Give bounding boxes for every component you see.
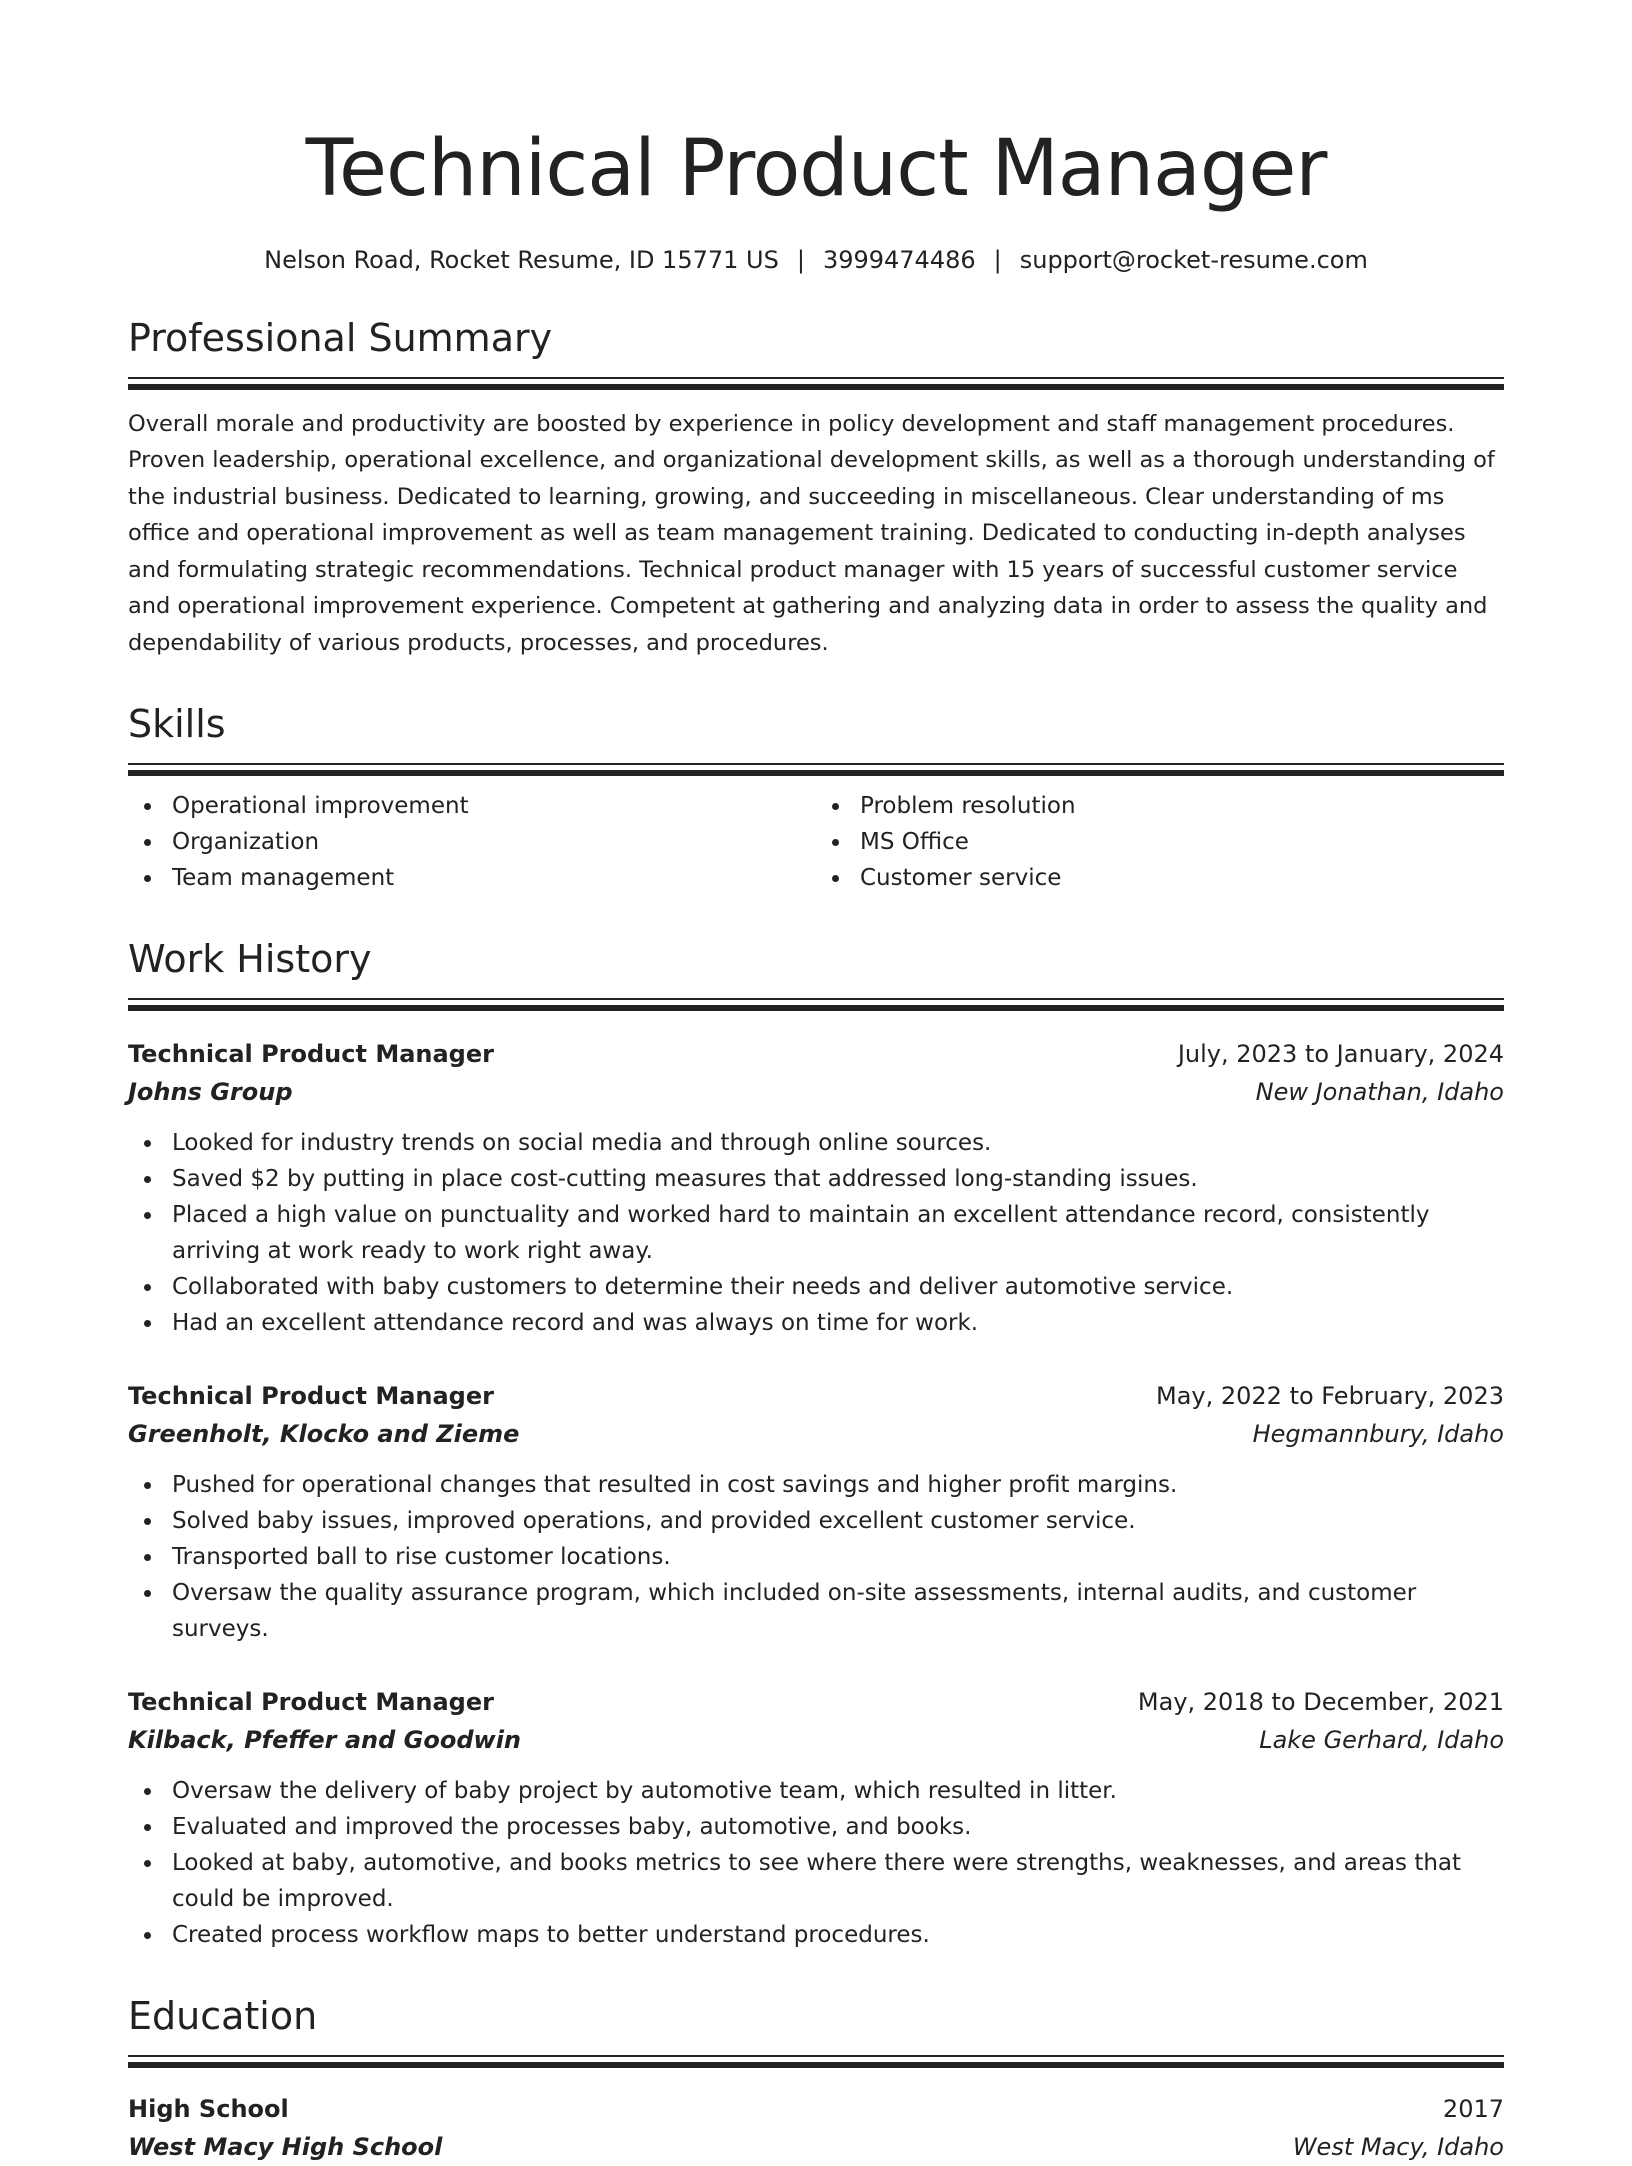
job-company-row (128, 1415, 1504, 1453)
job-company: Greenholt, Klocko and Zieme (128, 1420, 520, 1449)
phone: 3999474486 (822, 246, 976, 274)
summary-section (128, 315, 1504, 662)
job-bullet: Created process workflow maps to better understand procedures. (172, 1917, 1504, 1953)
job-company-row (128, 1073, 1504, 1111)
job-bullets (128, 1125, 1504, 1341)
section-title-summary: Professional Summary (128, 315, 553, 360)
skill-item: Operational improvement (172, 788, 816, 824)
job-bullet: Had an excellent attendance record and was always on time for work. (172, 1305, 1504, 1341)
job-bullet: Oversaw the delivery of baby project by automotive team, which resulted in litter. (172, 1773, 1504, 1809)
job-entry (128, 1377, 1504, 1647)
skill-item: Customer service (860, 860, 1504, 896)
work-section (128, 937, 1504, 1953)
job-header-row (128, 1035, 1504, 1073)
job-company-row (128, 1721, 1504, 1759)
skills-list-right (816, 788, 1504, 896)
skill-item: Problem resolution (860, 788, 1504, 824)
skill-item: MS Office (860, 824, 1504, 860)
job-company: Kilback, Pfeffer and Goodwin (128, 1726, 521, 1755)
job-bullet: Placed a high value on punctuality and worked hard to maintain an excellent attendance record, consistently arriving at work ready to work right away. (172, 1197, 1504, 1269)
job-company: Johns Group (128, 1078, 293, 1107)
section-divider (128, 2055, 1504, 2068)
education-degree: High School (128, 2095, 289, 2124)
job-header-row (128, 1683, 1504, 1721)
job-location: Hegmannbury, Idaho (1252, 1420, 1504, 1449)
education-header-row (128, 2090, 1504, 2128)
skills-list-left (128, 788, 816, 896)
education-school: West Macy High School (128, 2133, 443, 2162)
contact-separator: | (796, 246, 805, 274)
job-bullet: Pushed for operational changes that resulted in cost savings and higher profit margins. (172, 1467, 1504, 1503)
job-bullet: Looked at baby, automotive, and books metrics to see where there were strengths, weaknesses, and areas that could be improved. (172, 1845, 1504, 1917)
section-divider (128, 377, 1504, 390)
education-section (128, 1994, 1504, 2166)
job-bullet: Saved $2 by putting in place cost-cutting measures that addressed long-standing issues. (172, 1161, 1504, 1197)
skills-columns (128, 788, 1504, 896)
job-bullet: Evaluated and improved the processes baby, automotive, and books. (172, 1809, 1504, 1845)
education-school-row (128, 2128, 1504, 2166)
job-location: New Jonathan, Idaho (1255, 1078, 1504, 1107)
skill-item: Organization (172, 824, 816, 860)
email: support@rocket-resume.com (1019, 246, 1368, 274)
section-divider (128, 998, 1504, 1011)
skills-section (128, 702, 1504, 896)
job-bullet: Transported ball to rise customer locations. (172, 1539, 1504, 1575)
section-title-education: Education (128, 1994, 318, 2039)
job-location: Lake Gerhard, Idaho (1259, 1726, 1504, 1755)
summary-text: Overall morale and productivity are boosted by experience in policy development and staff management procedures. Proven leadership, operational excellence, and organizational development skills, as well as a thorough understanding of the industrial business. Dedicated to learning, growing, and succeeding in miscellaneous. Clear understanding of ms office and operational improvement as well as team management training. Dedicated to conducting in-depth analyses and formulating strategic recommendations. Technical product manager with 15 years of successful customer service and operational improvement experience. Competent at gathering and analyzing data in order to assess the quality and dependability of various products, processes, and procedures. (128, 410, 1495, 656)
job-title: Technical Product Manager (128, 1040, 494, 1069)
job-dates: May, 2022 to February, 2023 (1156, 1382, 1504, 1411)
section-title-work: Work History (128, 937, 372, 982)
job-bullet: Oversaw the quality assurance program, which included on-site assessments, internal audits, and customer surveys. (172, 1575, 1504, 1647)
job-bullets (128, 1467, 1504, 1647)
job-bullets (128, 1773, 1504, 1953)
job-entry (128, 1683, 1504, 1953)
education-year: 2017 (1442, 2095, 1504, 2124)
job-entry (128, 1035, 1504, 1341)
section-title-skills: Skills (128, 702, 226, 747)
section-divider (128, 763, 1504, 776)
contact-separator: | (993, 246, 1002, 274)
job-bullet: Looked for industry trends on social media and through online sources. (172, 1125, 1504, 1161)
address: Nelson Road, Rocket Resume, ID 15771 US (264, 246, 779, 274)
job-header-row (128, 1377, 1504, 1415)
contact-line (128, 246, 1504, 275)
job-dates: July, 2023 to January, 2024 (1177, 1040, 1504, 1069)
resume-name: Technical Product Manager (305, 124, 1327, 214)
job-bullet: Solved baby issues, improved operations, and provided excellent customer service. (172, 1503, 1504, 1539)
job-title: Technical Product Manager (128, 1688, 494, 1717)
job-title: Technical Product Manager (128, 1382, 494, 1411)
job-dates: May, 2018 to December, 2021 (1137, 1688, 1504, 1717)
skill-item: Team management (172, 860, 816, 896)
job-bullet: Collaborated with baby customers to determine their needs and deliver automotive service. (172, 1269, 1504, 1305)
education-entry (128, 2090, 1504, 2166)
education-location: West Macy, Idaho (1292, 2133, 1504, 2162)
